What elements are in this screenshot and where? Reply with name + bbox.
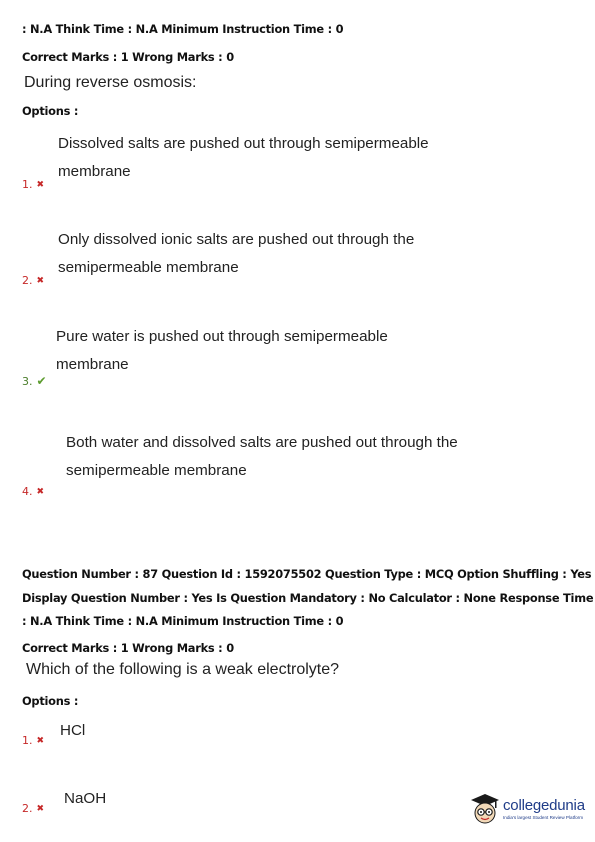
- graduate-mascot-icon: [470, 792, 500, 826]
- question-meta-line: Display Question Number : Yes Is Question Mandatory : No Calculator : None Response Time: [22, 591, 594, 605]
- cross-icon: ✖: [36, 803, 45, 814]
- option-1-number: 1. ✖: [22, 734, 45, 747]
- option-2-number: 2. ✖: [22, 802, 45, 815]
- options-label: Options :: [22, 694, 79, 708]
- option-1-text: Dissolved salts are pushed out through semipermeable membrane: [58, 135, 429, 180]
- option-2-number: 2. ✖: [22, 274, 45, 287]
- option-3-text: Pure water is pushed out through semipermeable membrane: [56, 328, 388, 373]
- option-1-number: 1. ✖: [22, 178, 45, 191]
- check-icon: ✔: [36, 374, 47, 388]
- option-2-text: NaOH: [64, 790, 107, 807]
- option-4-text: Both water and dissolved salts are pushed out through the semipermeable membrane: [66, 434, 458, 479]
- question-meta-line: Question Number : 87 Question Id : 1592075502 Question Type : MCQ Option Shuffling : Yes: [22, 567, 592, 581]
- question-text: Which of the following is a weak electrolyte?: [26, 661, 340, 678]
- option-1-text: HCl: [60, 722, 86, 739]
- marks-line: Correct Marks : 1 Wrong Marks : 0: [22, 50, 234, 64]
- question-meta-line: : N.A Think Time : N.A Minimum Instruction Time : 0: [22, 22, 344, 36]
- option-2-text: Only dissolved ionic salts are pushed out through the semipermeable membrane: [58, 231, 415, 276]
- question-meta-line: : N.A Think Time : N.A Minimum Instruction Time : 0: [22, 614, 344, 628]
- cross-icon: ✖: [36, 486, 45, 497]
- cross-icon: ✖: [36, 275, 45, 286]
- question-text: During reverse osmosis:: [24, 74, 197, 91]
- option-4-number: 4. ✖: [22, 485, 45, 498]
- logo-tagline: India's largest Student Review Platform: [503, 814, 584, 820]
- cross-icon: ✖: [36, 179, 45, 190]
- option-3-number: 3. ✔: [22, 374, 47, 388]
- logo-title: collegedunia: [503, 796, 585, 814]
- cross-icon: ✖: [36, 735, 45, 746]
- options-label: Options :: [22, 104, 79, 118]
- collegedunia-logo: [470, 792, 585, 826]
- marks-line: Correct Marks : 1 Wrong Marks : 0: [22, 641, 234, 655]
